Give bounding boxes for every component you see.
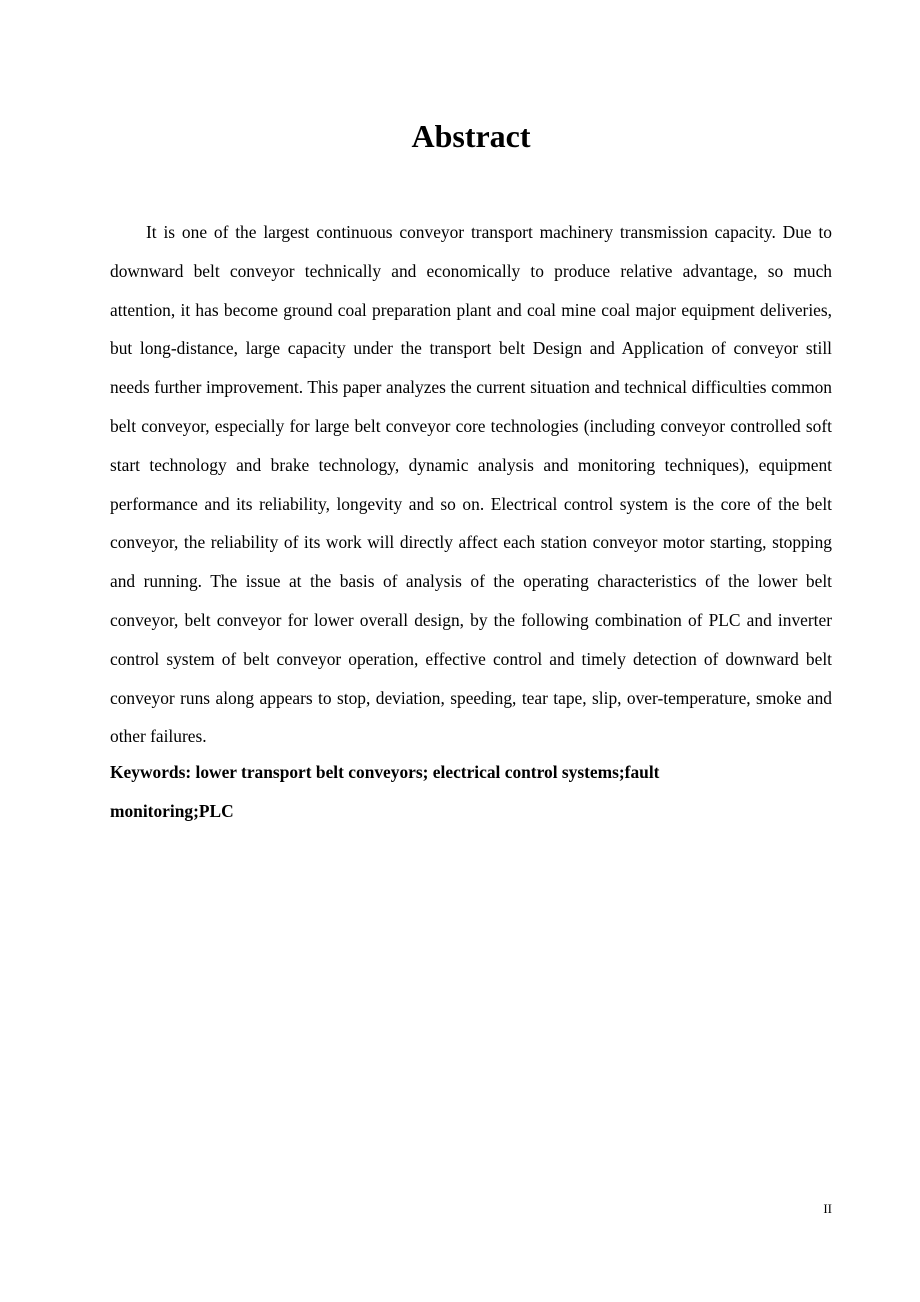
keywords: Keywords: lower transport belt conveyors; electrical control systems;fault monitoring;PLC — [110, 762, 660, 821]
page-number: II — [823, 1201, 832, 1216]
abstract-body: It is one of the largest continuous conveyor transport machinery transmission capacity. Due to downward belt conveyor technically and economically to produce relative advantage, so much attention, it has become ground coal preparation plant and coal mine coal major equipment deliveries, but long-distance, large capacity under the transport belt Design and Application of conveyor still needs further improvement. This paper analyzes the current situation and technical difficulties common belt conveyor, especially for large belt conveyor core technologies (including conveyor controlled soft start technology and brake technology, dynamic analysis and monitoring techniques), equipment performance and its reliability, longevity and so on. Electrical control system is the core of the belt conveyor, the reliability of its work will directly affect each station conveyor motor starting, stopping and running. The issue at the basis of analysis of the operating characteristics of the lower belt conveyor, belt conveyor for lower overall design, by the following combination of PLC and inverter control system of belt conveyor operation, effective control and timely detection of downward belt conveyor runs along appears to stop, deviation, speeding, tear tape, slip, over-temperature, smoke and other failures. — [110, 222, 832, 747]
abstract-title: Abstract — [411, 118, 531, 154]
